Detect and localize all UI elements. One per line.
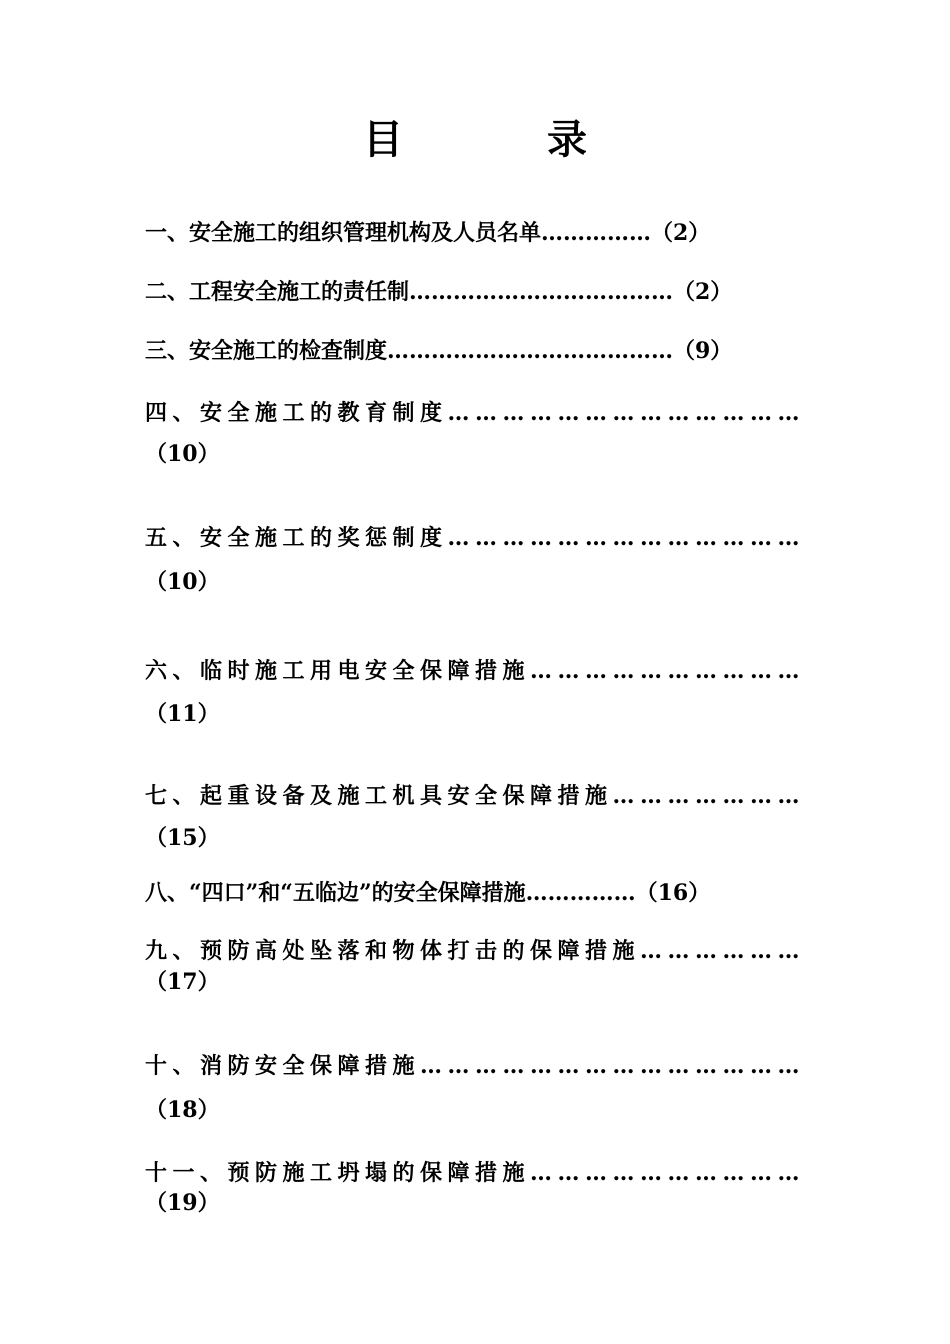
toc-entry-1: 一、安全施工的组织管理机构及人员名单……………（2） [145,220,711,246]
toc-entry-6-page: （11） [145,701,220,727]
toc-entry-3: 三、安全施工的检查制度…………………………………（9） [145,338,733,364]
toc-entry-2: 二、工程安全施工的责任制………………………………（2） [145,279,733,305]
toc-entry-8: 八、“四口”和“五临边”的安全保障措施……………（16） [145,880,711,906]
toc-entry-6: 六、临时施工用电安全保障措施………………………… [145,658,806,684]
toc-entry-4: 四、安全施工的教育制度………………………………… [145,400,806,426]
toc-entry-4-page: （10） [145,441,220,467]
toc-entry-10-page: （18） [145,1097,220,1123]
toc-entry-7: 七、起重设备及施工机具安全保障措施………………… [145,783,806,809]
toc-entry-7-page: （15） [145,825,220,851]
toc-entry-5: 五、安全施工的奖惩制度………………………………… [145,525,806,551]
page-title: 目 录 [363,116,639,163]
toc-entry-9: 九、预防高处坠落和物体打击的保障措施……………… [145,938,806,964]
toc-entry-5-page: （10） [145,569,220,595]
toc-entry-10: 十、消防安全保障措施…………………………………… [145,1053,806,1079]
toc-entry-11: 十一、预防施工坍塌的保障措施………………………… [145,1160,806,1186]
toc-entry-9-page: （17） [145,969,220,995]
toc-entry-11-page: （19） [145,1190,220,1216]
